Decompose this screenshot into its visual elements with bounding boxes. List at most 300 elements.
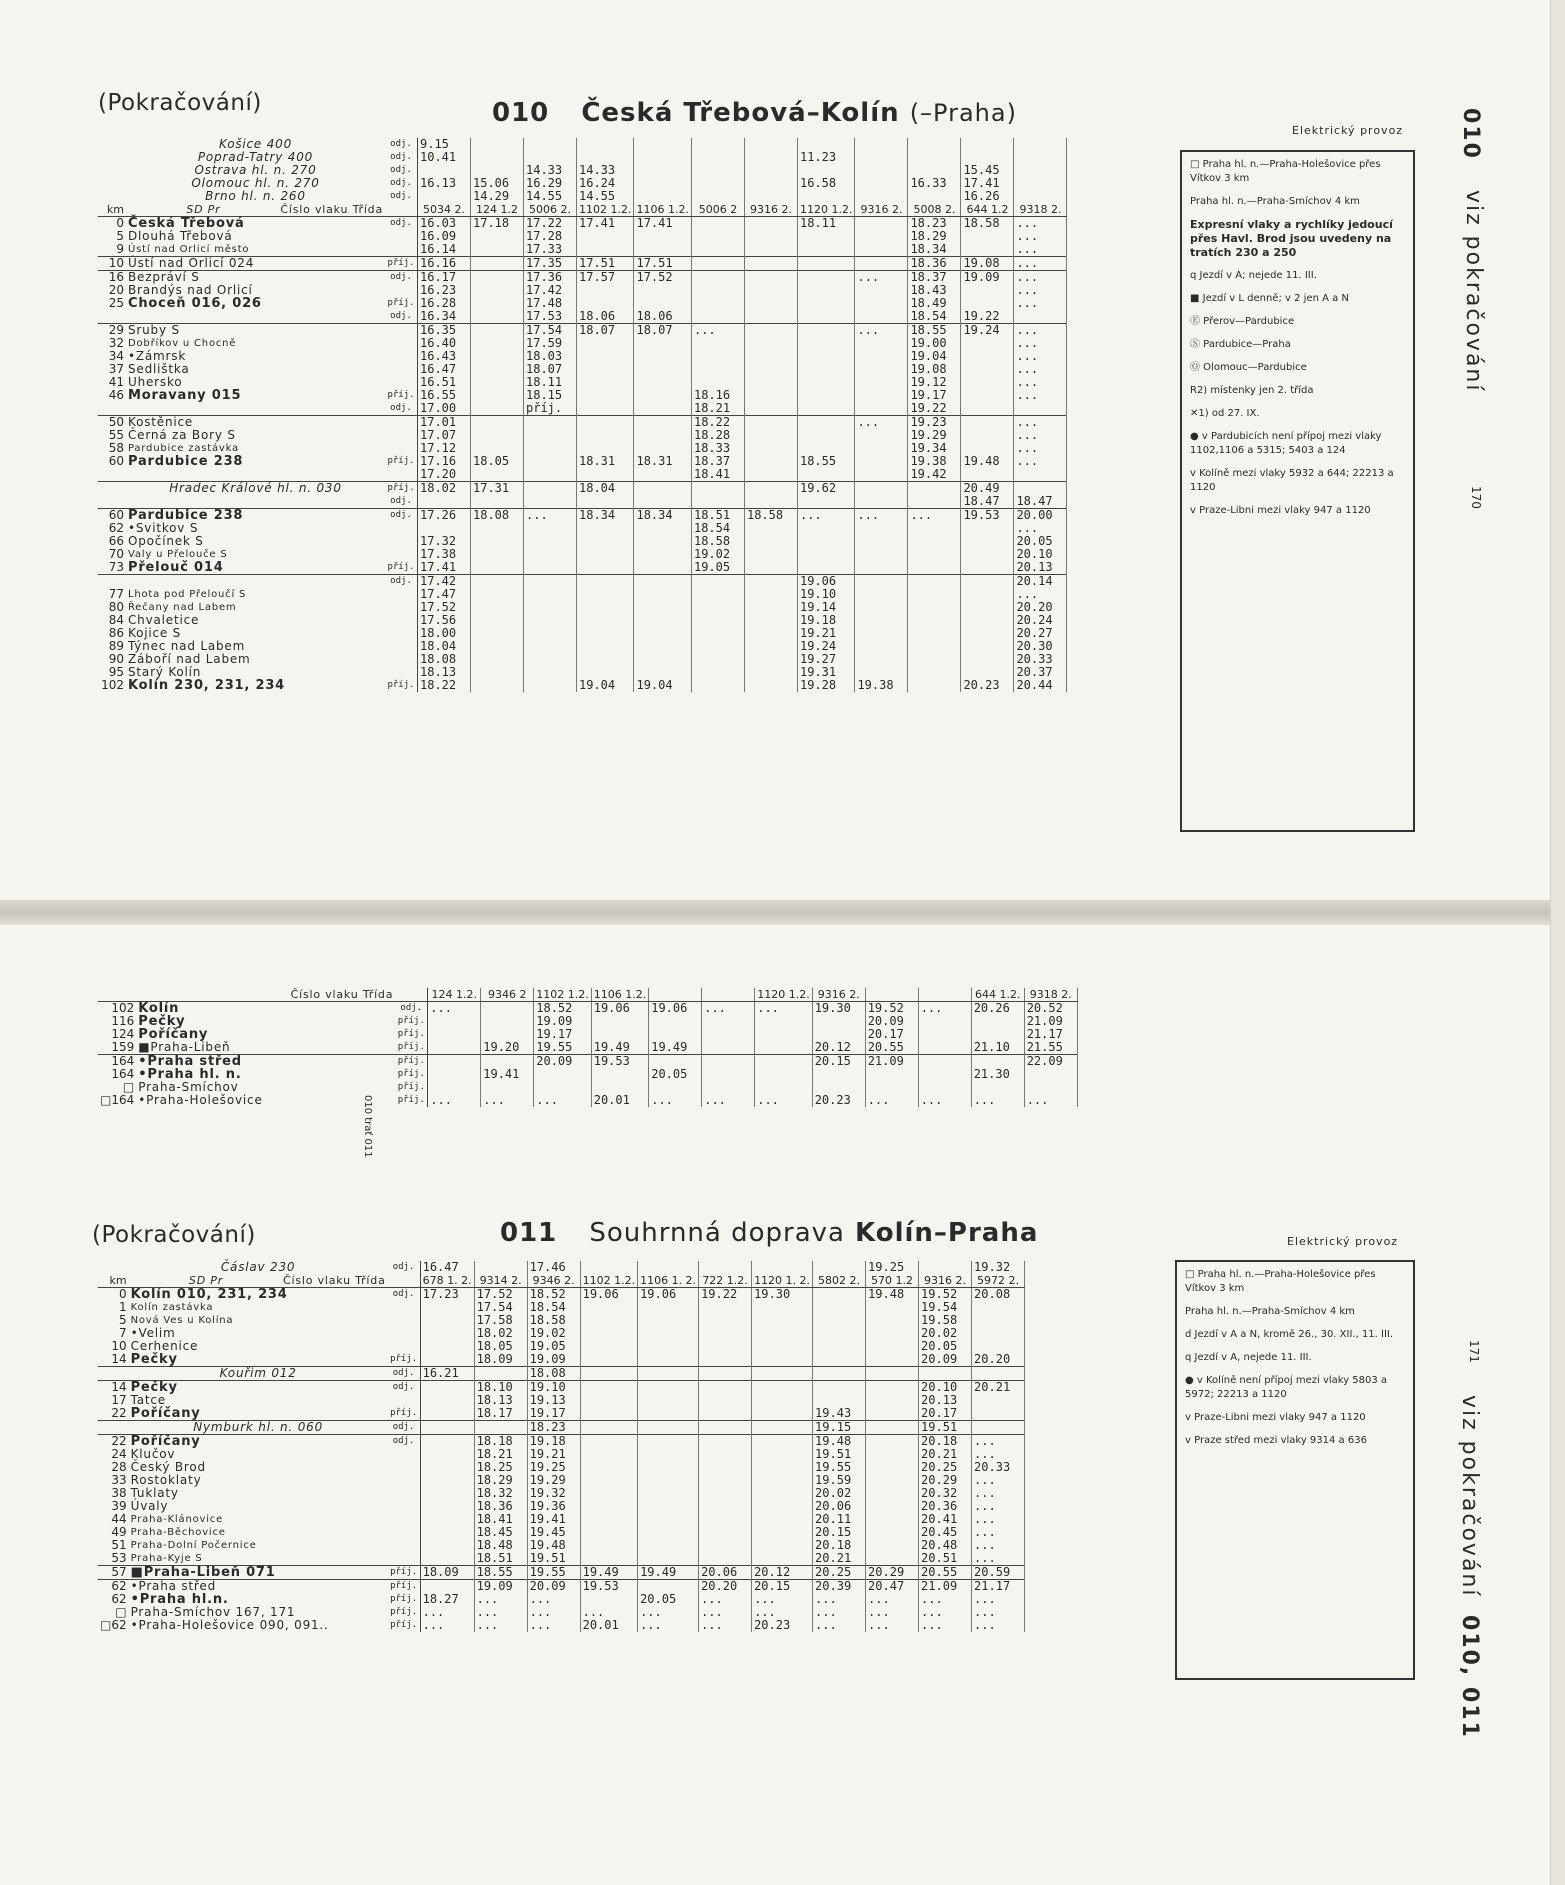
km-value: □62 (100, 1618, 127, 1632)
time-cell (580, 1314, 637, 1327)
station-name: Uhersko (128, 375, 183, 389)
arr-dep-indicator: odj. (385, 217, 418, 231)
time-cell (797, 402, 854, 416)
time-cell: 19.48 (866, 1288, 919, 1302)
time-cell (744, 217, 797, 231)
time-cell: 16.40 (418, 337, 471, 350)
time-cell: 18.23 (908, 217, 961, 231)
time-cell (428, 1068, 481, 1081)
station-name: Kolín zastávka (130, 1302, 214, 1313)
time-cell: 17.52 (634, 271, 691, 285)
time-cell (420, 1513, 474, 1526)
time-cell (691, 177, 744, 190)
table-row (98, 561, 1067, 575)
time-cell (691, 217, 744, 231)
note-item: ● v Pardubicích není přípoj mezi vlaky 1102,1106 a 5315; 5403 a 124 (1190, 431, 1382, 456)
time-cell: 16.03 (418, 217, 471, 231)
km-value: 90 (108, 652, 124, 666)
time-cell: 19.55 (813, 1461, 866, 1474)
time-cell (418, 190, 471, 203)
time-cell (634, 588, 691, 601)
page-170 (0, 0, 1565, 900)
table-row (98, 468, 1067, 482)
km-value: 9 (116, 242, 124, 256)
km-value: 62 (108, 521, 124, 535)
note-item: Praha hl. n.—Praha-Smíchov 4 km (1185, 1306, 1355, 1317)
time-cell (580, 1394, 637, 1407)
time-cell (813, 1367, 866, 1381)
time-cell: 19.20 (481, 1041, 534, 1055)
arr-dep-indicator (385, 588, 418, 601)
time-cell (752, 1461, 813, 1474)
table-row (98, 1041, 1077, 1055)
km-value: 95 (108, 665, 124, 679)
table-row (98, 614, 1067, 627)
time-cell: 19.34 (908, 442, 961, 455)
train-number-label: Číslo vlaku (280, 203, 349, 216)
time-cell: 19.53 (591, 1055, 648, 1069)
station-name: Dobříkov u Chocně (128, 338, 237, 349)
time-cell (866, 1435, 919, 1449)
time-cell (420, 1314, 474, 1327)
time-cell (699, 1487, 752, 1500)
time-cell (577, 640, 634, 653)
time-cell: 17.52 (474, 1288, 527, 1302)
km-value: 39 (111, 1499, 127, 1513)
arr-dep-indicator (385, 601, 418, 614)
time-cell (755, 1068, 812, 1081)
time-cell: 18.06 (577, 310, 634, 324)
table-row (98, 522, 1067, 535)
time-cell: 20.20 (1014, 601, 1067, 614)
time-cell (471, 653, 524, 666)
time-cell: 20.55 (919, 1566, 972, 1580)
train-number: 5034 2. (418, 203, 471, 217)
time-cell (420, 1448, 474, 1461)
time-cell (961, 337, 1014, 350)
header-row (98, 203, 1067, 217)
time-cell (638, 1394, 699, 1407)
time-cell (580, 1448, 637, 1461)
time-cell (577, 588, 634, 601)
time-cell (752, 1552, 813, 1566)
time-cell (638, 1513, 699, 1526)
time-cell (744, 243, 797, 257)
time-cell (752, 1421, 813, 1435)
side-table-number: 010, 011 (1457, 1615, 1482, 1739)
time-cell (524, 495, 577, 509)
time-cell (866, 1394, 919, 1407)
time-cell: 19.22 (908, 402, 961, 416)
train-number (649, 988, 702, 1002)
time-cell (577, 561, 634, 575)
time-cell (577, 468, 634, 482)
time-cell (699, 1421, 752, 1435)
train-number: 1120 1.2. (755, 988, 812, 1002)
time-cell (471, 389, 524, 402)
time-cell (855, 151, 908, 164)
time-cell (919, 1261, 972, 1274)
time-cell (524, 468, 577, 482)
km-value: 116 (111, 1014, 135, 1028)
station-name: Lhota pod Přeloučí S (128, 589, 247, 600)
km-value: 51 (111, 1538, 127, 1552)
time-cell: ... (481, 1094, 534, 1107)
time-cell (961, 601, 1014, 614)
km-value: 89 (108, 639, 124, 653)
km-value: 124 (111, 1027, 135, 1041)
table-row (98, 575, 1067, 589)
km-value: 62 (98, 1580, 129, 1594)
table-row (98, 1002, 1077, 1016)
arr-dep-indicator: příj. (388, 1619, 421, 1632)
time-cell (908, 627, 961, 640)
km-value (98, 190, 126, 203)
time-cell (961, 138, 1014, 151)
time-cell: ... (752, 1606, 813, 1619)
time-cell (524, 442, 577, 455)
station-name: Dlouhá Třebová (128, 229, 233, 243)
time-cell: 19.41 (527, 1513, 580, 1526)
train-number: 9346 2 (481, 988, 534, 1002)
time-cell: 22.09 (1024, 1055, 1077, 1069)
time-cell: ... (1014, 337, 1067, 350)
station-name: Klučov (130, 1447, 176, 1461)
time-cell (919, 1367, 972, 1381)
time-cell: 20.15 (812, 1055, 865, 1069)
time-cell: 16.47 (418, 363, 471, 376)
train-number: 5972 2. (972, 1274, 1025, 1288)
time-cell (752, 1435, 813, 1449)
time-cell: 19.55 (527, 1566, 580, 1580)
time-cell (471, 376, 524, 389)
class-label: Třída (358, 988, 394, 1001)
time-cell (691, 284, 744, 297)
time-cell (752, 1367, 813, 1381)
time-cell: 20.09 (919, 1353, 972, 1367)
ind-header (385, 203, 418, 217)
time-cell: ... (866, 1619, 919, 1632)
time-cell (638, 1261, 699, 1274)
time-cell: 18.34 (577, 509, 634, 523)
time-cell: 17.28 (524, 230, 577, 243)
time-cell: 16.28 (418, 297, 471, 310)
station-name: Brandýs nad Orlicí (128, 283, 253, 297)
time-cell: 18.58 (744, 509, 797, 523)
time-cell: ... (855, 271, 908, 285)
time-cell (577, 535, 634, 548)
arr-dep-indicator: příj. (395, 1055, 428, 1069)
time-cell (866, 1421, 919, 1435)
time-cell: 17.51 (577, 257, 634, 271)
arr-dep-indicator (388, 1327, 421, 1340)
table-row (98, 535, 1067, 548)
time-cell (634, 429, 691, 442)
time-cell: 20.33 (972, 1461, 1025, 1474)
time-cell (471, 614, 524, 627)
time-cell (577, 376, 634, 389)
train-number: 570 1.2 (866, 1274, 919, 1288)
time-cell (420, 1340, 474, 1353)
time-cell: 18.34 (634, 509, 691, 523)
time-cell (524, 535, 577, 548)
station-name: Česká Třebová (128, 216, 245, 231)
km-header (98, 988, 136, 1002)
time-cell (524, 627, 577, 640)
arr-dep-indicator: příj. (395, 1081, 428, 1094)
page-number: 171 (1467, 1340, 1481, 1363)
time-cell (961, 522, 1014, 535)
time-cell: ... (918, 1094, 971, 1107)
time-cell: 19.51 (527, 1552, 580, 1566)
arr-dep-indicator: příj. (395, 1094, 428, 1107)
time-cell: 19.32 (972, 1261, 1025, 1274)
time-cell: 18.02 (474, 1327, 527, 1340)
arr-dep-indicator: odj. (385, 310, 418, 324)
table-row (98, 243, 1067, 257)
time-cell (744, 402, 797, 416)
time-cell: 18.23 (527, 1421, 580, 1435)
time-cell (471, 310, 524, 324)
time-cell: 18.22 (691, 416, 744, 430)
table-row (98, 588, 1067, 601)
train-number: 1120 1.2. (797, 203, 854, 217)
time-cell (524, 679, 577, 692)
arr-dep-indicator: odj. (395, 1002, 428, 1016)
time-cell: 17.32 (418, 535, 471, 548)
time-cell: 18.29 (908, 230, 961, 243)
arr-dep-indicator (388, 1314, 421, 1327)
time-cell (638, 1500, 699, 1513)
time-cell (638, 1448, 699, 1461)
km-value (98, 164, 126, 177)
table-number: 010 (492, 98, 550, 128)
station-name: Cerhenice (130, 1339, 199, 1353)
time-cell: 20.06 (813, 1500, 866, 1513)
arr-dep-indicator (388, 1340, 421, 1353)
time-cell (752, 1526, 813, 1539)
km-header: km (98, 203, 126, 217)
time-cell (813, 1314, 866, 1327)
time-cell: 16.51 (418, 376, 471, 389)
time-cell: 19.32 (527, 1487, 580, 1500)
time-cell: 20.25 (813, 1566, 866, 1580)
time-cell (524, 548, 577, 561)
time-cell (1014, 482, 1067, 496)
time-cell: ... (755, 1002, 812, 1016)
time-cell (699, 1474, 752, 1487)
arr-dep-indicator (385, 429, 418, 442)
time-cell (580, 1367, 637, 1381)
time-cell (866, 1381, 919, 1395)
time-cell (577, 429, 634, 442)
time-cell (866, 1474, 919, 1487)
km-value: 84 (108, 613, 124, 627)
time-cell (638, 1539, 699, 1552)
time-cell: 18.52 (527, 1288, 580, 1302)
time-cell (744, 575, 797, 589)
time-cell (797, 522, 854, 535)
station-name: Kouřim 012 (129, 1367, 388, 1381)
time-cell (744, 548, 797, 561)
time-cell: 17.36 (524, 271, 577, 285)
km-value: 14 (98, 1381, 129, 1395)
time-cell (855, 653, 908, 666)
time-cell: 17.18 (471, 217, 524, 231)
arr-dep-indicator (385, 666, 418, 679)
time-cell: 14.29 (471, 190, 524, 203)
time-cell: 18.03 (524, 350, 577, 363)
time-cell (638, 1487, 699, 1500)
time-cell: ... (1014, 284, 1067, 297)
time-cell (691, 588, 744, 601)
time-cell (471, 548, 524, 561)
side-track-label: 010 trať 011 (362, 1095, 373, 1158)
time-cell (855, 177, 908, 190)
time-cell: 17.16 (418, 455, 471, 468)
time-cell: 17.42 (524, 284, 577, 297)
arr-dep-indicator: odj. (385, 575, 418, 589)
time-cell (866, 1301, 919, 1314)
time-cell (855, 257, 908, 271)
side-continue-label: viz pokračování (1461, 190, 1486, 393)
km-value: 33 (111, 1473, 127, 1487)
km-value: 5 (118, 1313, 127, 1327)
arr-dep-indicator (385, 376, 418, 389)
time-cell: 16.43 (418, 350, 471, 363)
train-number: 9314 2. (474, 1274, 527, 1288)
time-cell: ... (1024, 1094, 1077, 1107)
time-cell (744, 389, 797, 402)
time-cell: ... (865, 1094, 918, 1107)
time-cell: 20.10 (919, 1381, 972, 1395)
time-cell: 19.04 (908, 350, 961, 363)
time-cell: 20.49 (961, 482, 1014, 496)
arr-dep-indicator (385, 640, 418, 653)
station-name (126, 575, 385, 589)
time-cell: 18.22 (418, 679, 471, 692)
table-number: 011 (500, 1218, 558, 1248)
km-value: 102 (101, 678, 124, 692)
km-value: 32 (108, 336, 124, 350)
station-name: Pečky (138, 1014, 186, 1029)
train-number: 722 1.2. (699, 1274, 752, 1288)
sd-label: SD Pr (188, 1274, 224, 1287)
time-cell (577, 284, 634, 297)
time-cell (813, 1301, 866, 1314)
time-cell (918, 1028, 971, 1041)
time-cell: 17.48 (524, 297, 577, 310)
time-cell: 19.43 (813, 1407, 866, 1421)
station-name: •Praha hl. n. (138, 1067, 242, 1082)
note-item: d Jezdí v A a N, kromě 26., 30. XII., 11. III. (1185, 1329, 1394, 1340)
time-cell (855, 217, 908, 231)
station-name: Tatce (130, 1393, 166, 1407)
time-cell (634, 495, 691, 509)
time-cell (580, 1539, 637, 1552)
time-cell (634, 177, 691, 190)
arr-dep-indicator: příj. (385, 679, 418, 692)
time-cell (699, 1526, 752, 1539)
time-cell (634, 627, 691, 640)
station-name: Rostoklaty (130, 1473, 202, 1487)
km-value: 46 (108, 388, 124, 402)
time-cell: 18.17 (474, 1407, 527, 1421)
time-cell (580, 1301, 637, 1314)
time-cell (855, 627, 908, 640)
km-value: 28 (111, 1460, 127, 1474)
time-cell: ... (797, 509, 854, 523)
station-name: Bezpráví S (126, 271, 385, 285)
time-cell (961, 614, 1014, 627)
arr-dep-indicator: příj. (395, 1015, 428, 1028)
time-cell (908, 653, 961, 666)
time-cell (797, 190, 854, 203)
time-cell (797, 297, 854, 310)
time-cell: 19.24 (797, 640, 854, 653)
time-cell (580, 1526, 637, 1539)
note-item: Ⓔ Přerov—Pardubice (1190, 316, 1295, 327)
time-cell: ... (972, 1513, 1025, 1526)
sd-label: SD Pr (186, 203, 221, 216)
station-name: •Praha-Holešovice 090, 091.. (130, 1618, 329, 1632)
time-cell (855, 442, 908, 455)
arr-dep-indicator: odj. (388, 1421, 421, 1435)
time-cell (638, 1327, 699, 1340)
time-cell (580, 1513, 637, 1526)
time-cell: 20.09 (534, 1055, 591, 1069)
arr-dep-indicator: odj. (385, 495, 418, 509)
time-cell: 18.31 (634, 455, 691, 468)
time-cell (580, 1487, 637, 1500)
station-name: ■Praha-Libeň 071 (129, 1566, 388, 1580)
time-cell: 20.08 (972, 1288, 1025, 1302)
time-cell: 17.41 (418, 561, 471, 575)
time-cell (420, 1580, 474, 1594)
time-cell (855, 561, 908, 575)
time-cell (752, 1394, 813, 1407)
time-cell: ... (972, 1487, 1025, 1500)
time-cell (855, 575, 908, 589)
time-cell: 18.58 (691, 535, 744, 548)
station-name: •Zámrsk (128, 349, 187, 363)
note-item: Ⓞ Olomouc—Pardubice (1190, 362, 1307, 373)
time-cell (524, 653, 577, 666)
time-cell (797, 376, 854, 389)
station-name: Pardubice 238 (126, 509, 385, 523)
table-row (98, 217, 1067, 231)
time-cell: 18.37 (908, 271, 961, 285)
time-cell: 18.45 (474, 1526, 527, 1539)
time-cell (797, 337, 854, 350)
time-cell (649, 1055, 702, 1069)
km-value: 20 (108, 283, 124, 297)
time-cell (908, 561, 961, 575)
note-item: Expresní vlaky a rychlíky jedoucí přes Havl. Brod jsou uvedeny na tratích 230 a 250 (1190, 218, 1393, 259)
time-cell: ... (919, 1606, 972, 1619)
arr-dep-indicator: příj. (395, 1041, 428, 1055)
station-name: Sedlištka (128, 362, 190, 376)
time-cell: 19.25 (866, 1261, 919, 1274)
time-cell (634, 535, 691, 548)
time-cell: 18.55 (797, 455, 854, 468)
time-cell (702, 1028, 755, 1041)
time-cell (797, 416, 854, 430)
note-item: □ Praha hl. n.—Praha-Holešovice přes Vítkov 3 km (1185, 1269, 1376, 1294)
time-cell: 17.57 (577, 271, 634, 285)
km-value: 10 (111, 1339, 127, 1353)
time-cell (908, 575, 961, 589)
